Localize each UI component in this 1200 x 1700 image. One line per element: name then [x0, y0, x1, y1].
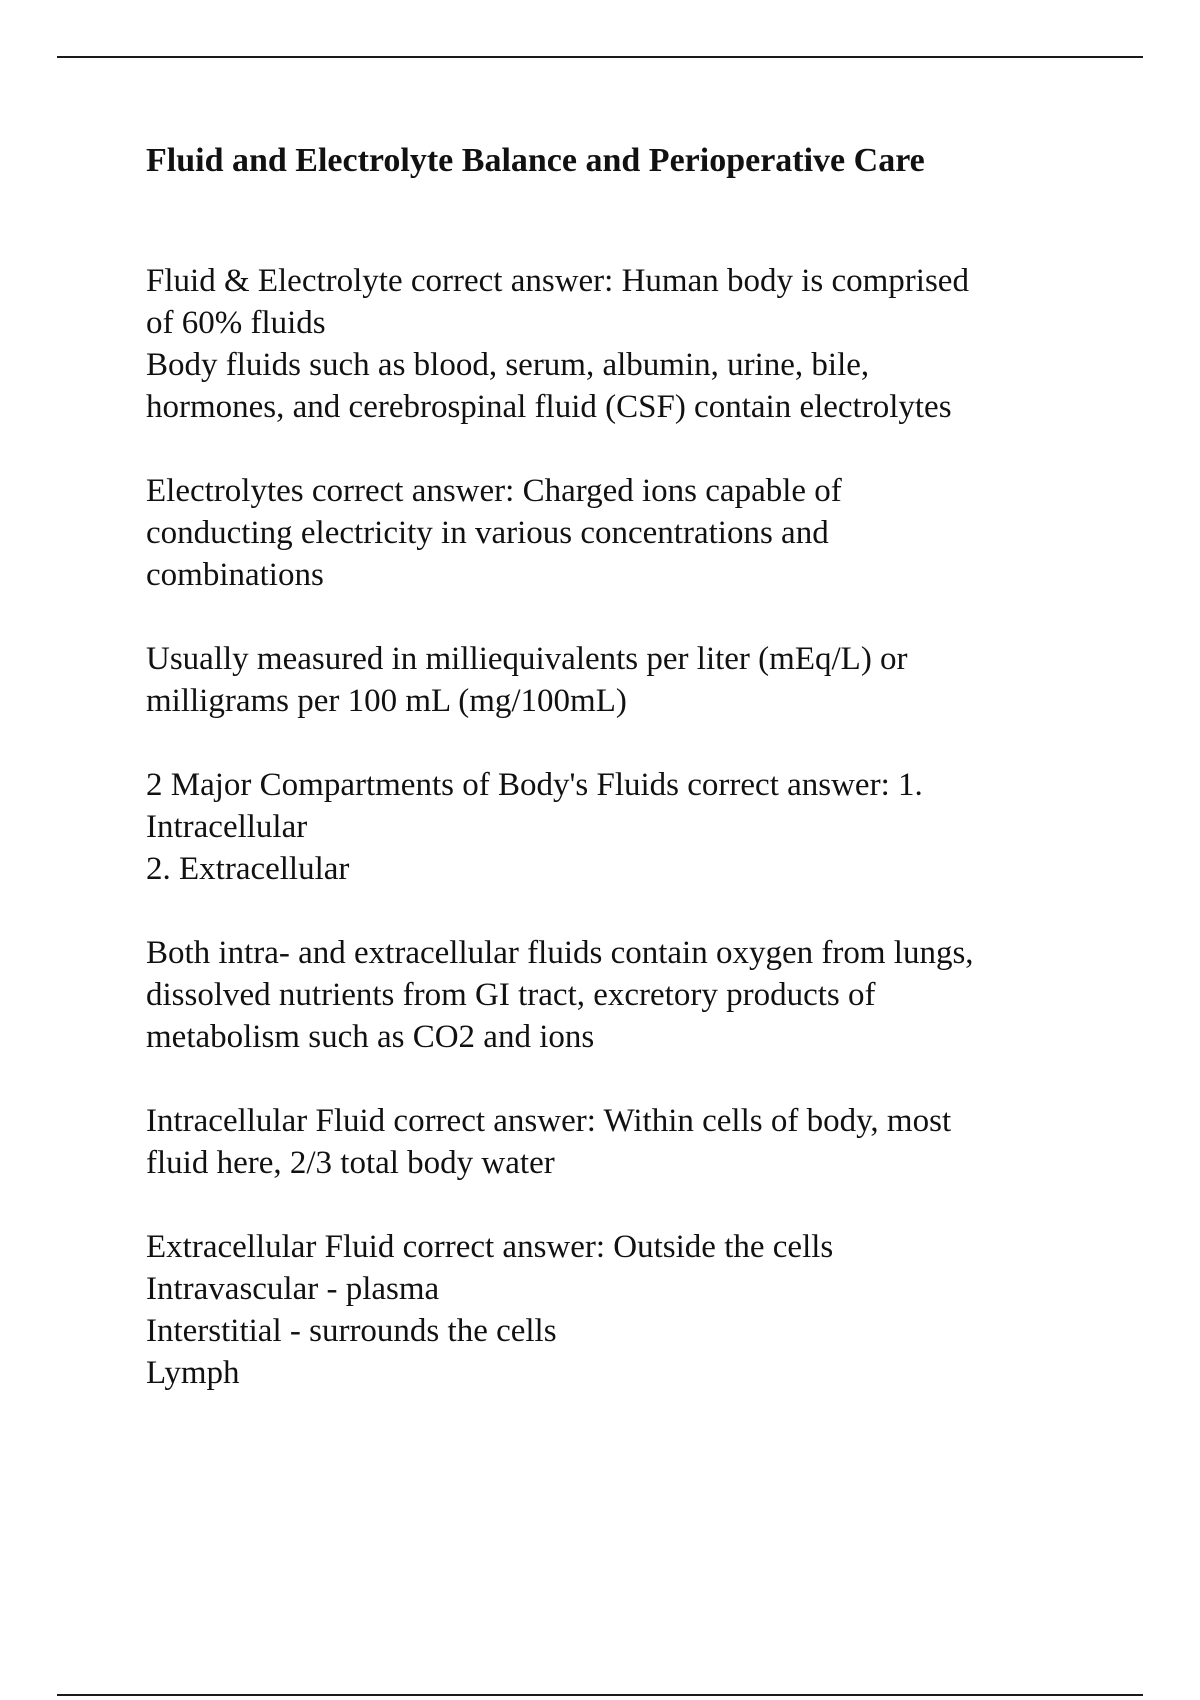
- text-line: metabolism such as CO2 and ions: [146, 1019, 595, 1055]
- text-line: Fluid & Electrolyte correct answer: Human body is comprised: [146, 263, 969, 299]
- paragraph-major-compartments: [146, 764, 1086, 890]
- text-line: Both intra- and extracellular fluids contain oxygen from lungs,: [146, 935, 974, 971]
- text-line: Extracellular Fluid correct answer: Outside the cells: [146, 1229, 834, 1265]
- paragraph-intracellular-fluid: [146, 1100, 1086, 1184]
- text-line: Body fluids such as blood, serum, albumin, urine, bile,: [146, 347, 870, 383]
- text-line: of 60% fluids: [146, 305, 326, 341]
- document-body: [146, 140, 1086, 1436]
- paragraph-electrolytes: [146, 470, 1086, 596]
- text-line: Lymph: [146, 1355, 240, 1391]
- text-line: Intracellular Fluid correct answer: Within cells of body, most: [146, 1103, 952, 1139]
- page-bottom-rule: [57, 1694, 1143, 1696]
- text-line: Intravascular - plasma: [146, 1271, 440, 1307]
- page-top-rule: [57, 56, 1143, 58]
- text-line: Intracellular: [146, 809, 308, 845]
- text-line: hormones, and cerebrospinal fluid (CSF) contain electrolytes: [146, 389, 952, 425]
- text-line: Interstitial - surrounds the cells: [146, 1313, 557, 1349]
- text-line: conducting electricity in various concentrations and: [146, 515, 829, 551]
- text-line: Electrolytes correct answer: Charged ions capable of: [146, 473, 842, 509]
- paragraph-extracellular-fluid: [146, 1226, 1086, 1394]
- text-line: Usually measured in milliequivalents per liter (mEq/L) or: [146, 641, 908, 677]
- paragraph-fluid-electrolyte: [146, 260, 1086, 428]
- text-line: 2 Major Compartments of Body's Fluids correct answer: 1.: [146, 767, 923, 803]
- text-line: 2. Extracellular: [146, 851, 350, 887]
- paragraph-measurement: [146, 638, 1086, 722]
- text-line: fluid here, 2/3 total body water: [146, 1145, 555, 1181]
- text-line: milligrams per 100 mL (mg/100mL): [146, 683, 627, 719]
- text-line: dissolved nutrients from GI tract, excretory products of: [146, 977, 876, 1013]
- text-line: combinations: [146, 557, 324, 593]
- document-title: Fluid and Electrolyte Balance and Perioperative Care: [146, 142, 925, 179]
- paragraph-fluid-contents: [146, 932, 1086, 1058]
